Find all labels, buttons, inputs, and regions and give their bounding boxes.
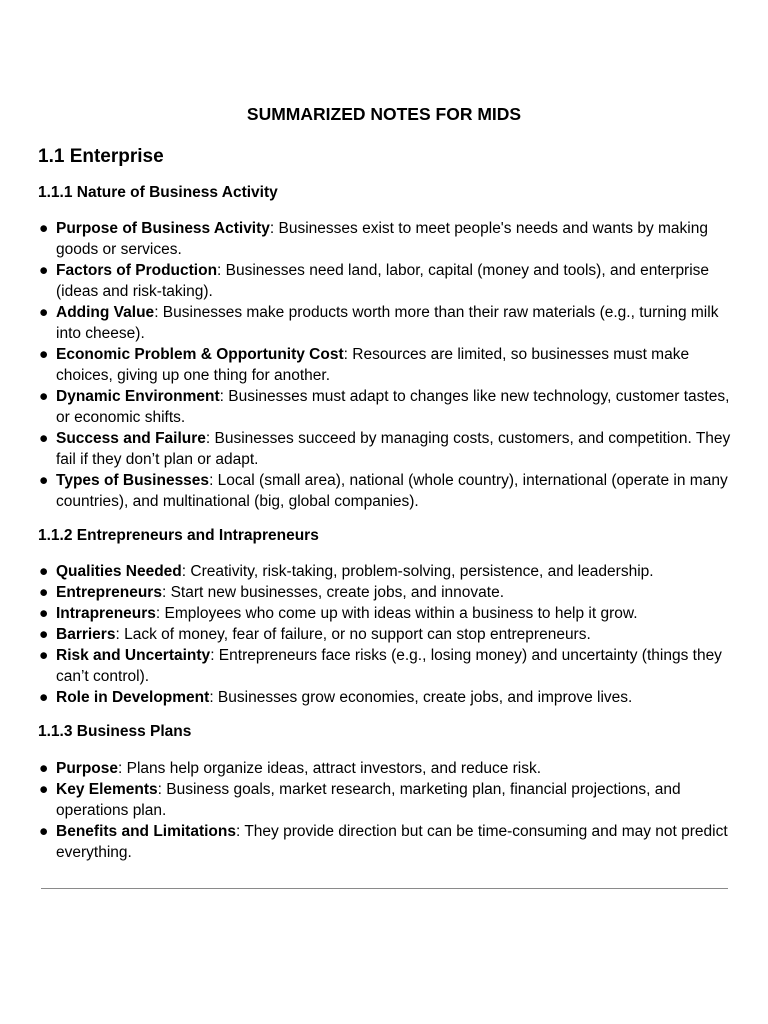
item-term: Types of Businesses bbox=[56, 472, 210, 489]
list-item bbox=[38, 603, 738, 624]
item-term: Factors of Production bbox=[56, 262, 218, 279]
list-item bbox=[38, 645, 738, 687]
item-text: : Lack of money, fear of failure, or no support can stop entrepreneurs. bbox=[115, 626, 591, 643]
item-text: : Businesses need land, labor, capital (money and tools), and enterprise (ideas and risk-taking). bbox=[56, 262, 710, 300]
item-term: Role in Development bbox=[56, 689, 210, 706]
list-item bbox=[38, 821, 738, 863]
item-text: : Creativity, risk-taking, problem-solving, persistence, and leadership. bbox=[181, 563, 654, 580]
item-term: Entrepreneurs bbox=[56, 584, 162, 601]
item-term: Risk and Uncertainty bbox=[56, 647, 211, 664]
document-title: SUMMARIZED NOTES FOR MIDS bbox=[246, 104, 522, 124]
list-item bbox=[38, 470, 738, 512]
list-item bbox=[38, 428, 738, 470]
subsection-heading-business-plans: 1.1.3 Business Plans bbox=[38, 723, 192, 740]
list-item bbox=[38, 260, 738, 302]
item-term: Purpose bbox=[56, 760, 119, 777]
horizontal-divider bbox=[41, 888, 728, 889]
list-item bbox=[38, 687, 738, 708]
item-term: Intrapreneurs bbox=[56, 605, 156, 622]
bullet-icon: ● bbox=[39, 626, 49, 643]
item-term: Purpose of Business Activity bbox=[56, 220, 270, 237]
section-heading: 1.1 Enterprise bbox=[38, 146, 164, 167]
list-item bbox=[38, 302, 738, 344]
list-item bbox=[38, 386, 738, 428]
subsection-heading-nature-of-business: 1.1.1 Nature of Business Activity bbox=[38, 184, 278, 201]
bullet-list-business-plans bbox=[38, 758, 738, 863]
bullet-icon: ● bbox=[39, 823, 49, 840]
bullet-icon: ● bbox=[39, 262, 49, 279]
subsection-heading-entrepreneurs: 1.1.2 Entrepreneurs and Intrapreneurs bbox=[38, 527, 319, 544]
bullet-icon: ● bbox=[39, 781, 49, 798]
list-item bbox=[38, 582, 738, 603]
item-text: : Businesses must adapt to changes like new technology, customer tastes, or economic shifts. bbox=[56, 388, 730, 426]
item-text: : Resources are limited, so businesses must make choices, giving up one thing for another. bbox=[56, 346, 690, 384]
item-text: : Employees who come up with ideas within a business to help it grow. bbox=[155, 605, 638, 622]
bullet-icon: ● bbox=[39, 220, 49, 237]
item-term: Benefits and Limitations bbox=[56, 823, 236, 840]
bullet-list-nature-of-business bbox=[38, 218, 738, 512]
item-term: Dynamic Environment bbox=[56, 388, 220, 405]
item-term: Key Elements bbox=[56, 781, 158, 798]
item-text: : Local (small area), national (whole country), international (operate in many countries), and multinational (big, global companies). bbox=[56, 472, 728, 510]
list-item bbox=[38, 218, 738, 260]
list-item bbox=[38, 624, 738, 645]
bullet-icon: ● bbox=[39, 760, 49, 777]
item-term: Success and Failure bbox=[56, 430, 206, 447]
bullet-icon: ● bbox=[39, 430, 49, 447]
item-term: Qualities Needed bbox=[56, 563, 182, 580]
item-term: Barriers bbox=[56, 626, 116, 643]
bullet-icon: ● bbox=[39, 346, 49, 363]
list-item bbox=[38, 779, 738, 821]
list-item bbox=[38, 344, 738, 386]
item-text: : Businesses grow economies, create jobs, and improve lives. bbox=[209, 689, 633, 706]
item-text: : Businesses exist to meet people's needs and wants by making goods or services. bbox=[56, 220, 708, 258]
bullet-icon: ● bbox=[39, 388, 49, 405]
bullet-icon: ● bbox=[39, 584, 49, 601]
bullet-icon: ● bbox=[39, 472, 49, 489]
item-text: : Businesses succeed by managing costs, customers, and competition. They fail if they don’t plan or adapt. bbox=[56, 430, 731, 468]
list-item bbox=[38, 561, 738, 582]
list-item bbox=[38, 758, 738, 779]
item-text: : Businesses make products worth more than their raw materials (e.g., turning milk into cheese). bbox=[56, 304, 719, 342]
bullet-icon: ● bbox=[39, 689, 49, 706]
bullet-icon: ● bbox=[39, 605, 49, 622]
item-term: Adding Value bbox=[56, 304, 155, 321]
item-text: : Business goals, market research, marketing plan, financial projections, and operations plan. bbox=[56, 781, 681, 819]
bullet-icon: ● bbox=[39, 304, 49, 321]
bullet-icon: ● bbox=[39, 563, 49, 580]
item-text: : They provide direction but can be time-consuming and may not predict everything. bbox=[56, 823, 728, 861]
item-text: : Entrepreneurs face risks (e.g., losing money) and uncertainty (things they can’t control). bbox=[56, 647, 722, 685]
bullet-icon: ● bbox=[39, 647, 49, 664]
item-text: : Plans help organize ideas, attract investors, and reduce risk. bbox=[118, 760, 542, 777]
item-text: : Start new businesses, create jobs, and innovate. bbox=[161, 584, 505, 601]
bullet-list-entrepreneurs bbox=[38, 561, 738, 708]
item-term: Economic Problem & Opportunity Cost bbox=[56, 346, 344, 363]
